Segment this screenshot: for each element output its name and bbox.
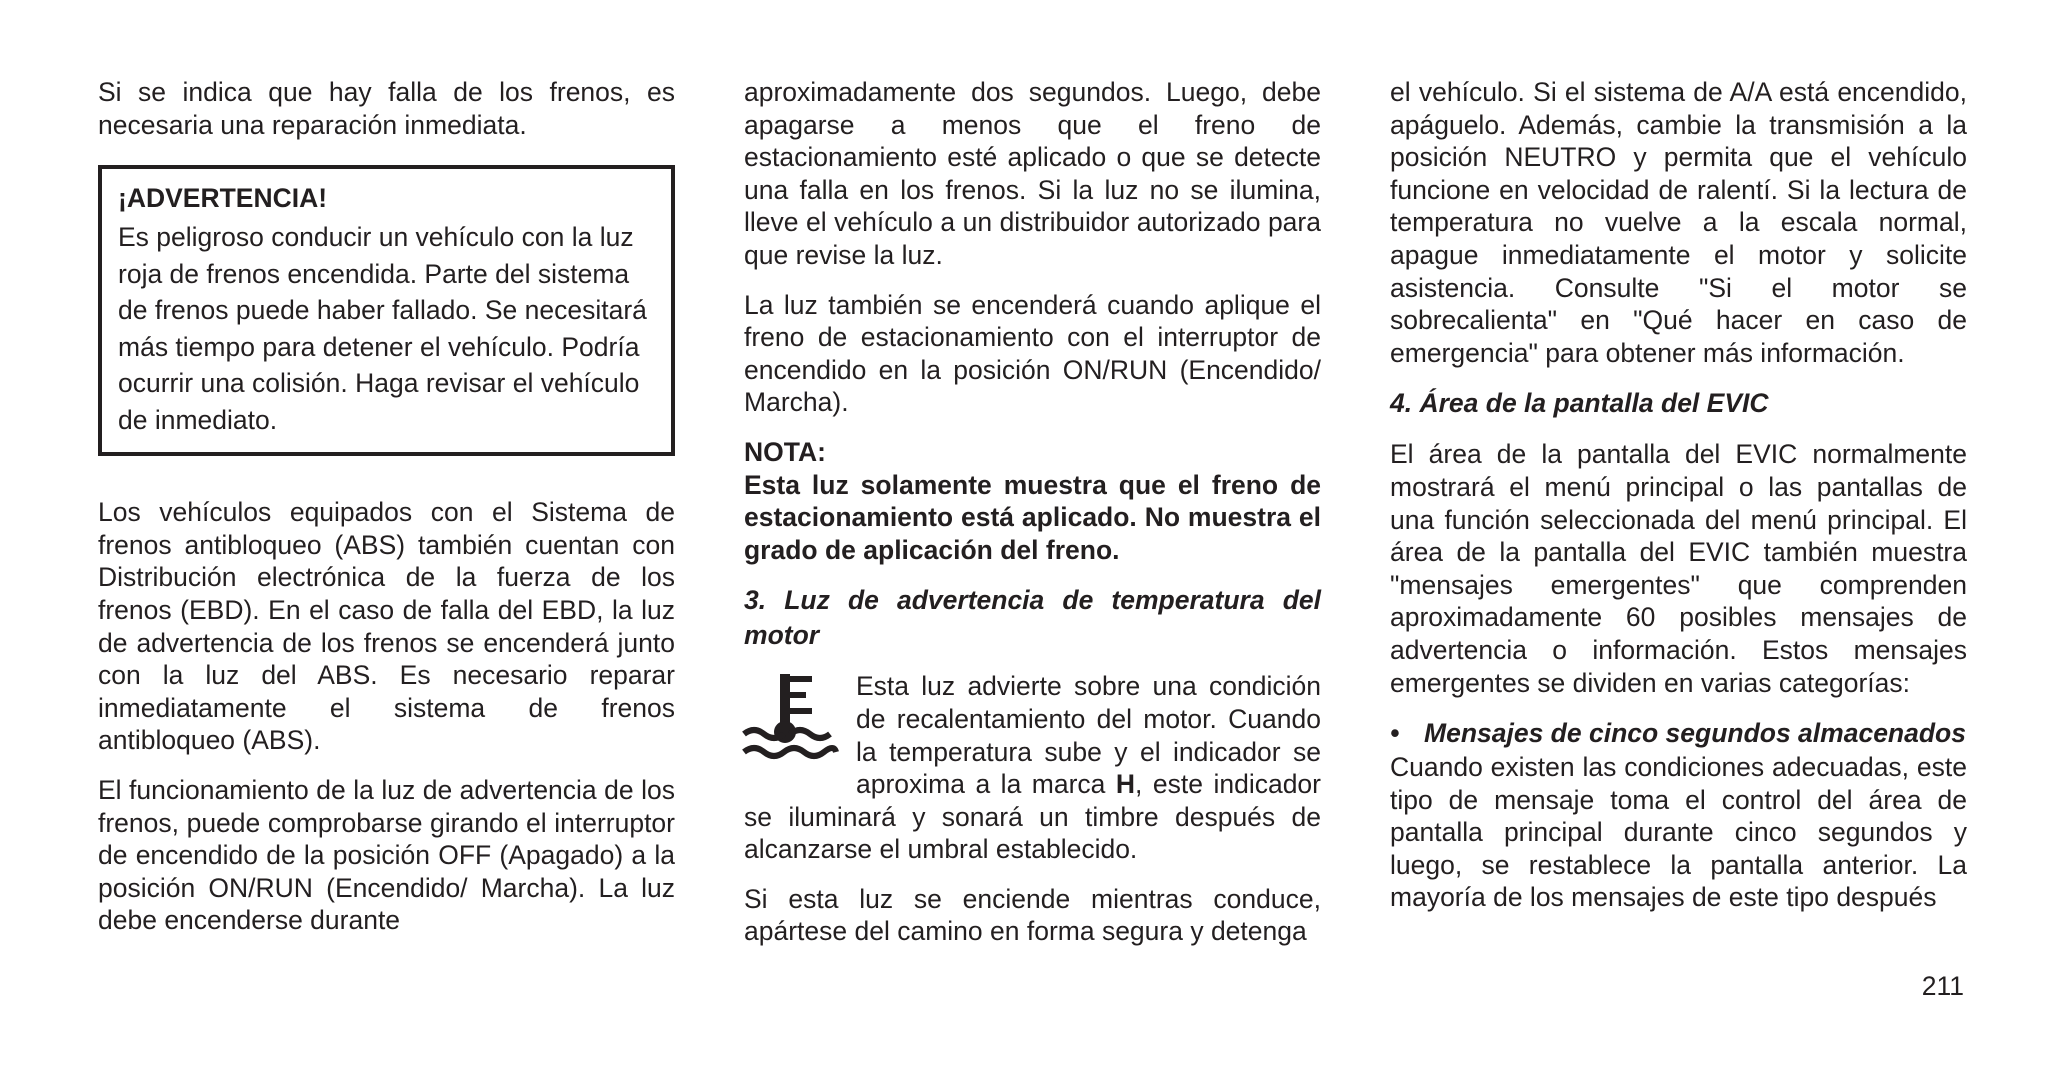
engine-coolant-temperature-icon <box>740 670 844 774</box>
bullet-heading <box>1390 716 1967 751</box>
overheat-continued-paragraph: el vehículo. Si el sistema de A/A está encendido, apáguelo. Además, cambie la transmisión a la posición NEUTRO y permita que el vehículo funcione en velocidad de ralentí. Si la lectura de temperatura no vuelve a la escala normal, apague inmediatamente el motor y solicite asistencia. Consulte "Si el motor se sobrecalienta" en "Qué hacer en caso de emergencia" para obtener más información. <box>1390 77 1967 368</box>
h-mark: H <box>1115 769 1136 800</box>
driving-paragraph: Si esta luz se enciende mientras conduce, apártese del camino en forma segura y detenga <box>744 883 1321 947</box>
temperature-text-b: , este indicador se iluminará y sonará un timbre después de alcanzarse el umbral establecido. <box>744 769 1321 865</box>
bullet-title: Mensajes de cinco segundos almacenados <box>1424 718 1966 749</box>
brake-light-function-paragraph: El funcionamiento de la luz de advertencia de los frenos, puede comprobarse girando el interruptor de encendido de la posición OFF (Apagado) a la posición ON/RUN (Encendido/ Marcha). La luz debe encenderse durante <box>98 774 675 936</box>
brake-light-continued-paragraph: aproximadamente dos segundos. Luego, debe apagarse a menos que el freno de estacionamiento esté aplicado o que se detecte una falla en los frenos. Si la luz no se ilumina, lleve el vehículo a un distribuidor autorizado para que revise la luz. <box>744 77 1321 270</box>
parking-brake-paragraph: La luz también se encenderá cuando aplique el freno de estacionamiento con el interruptor de encendido en la posición ON/RUN (Encendido/ Marcha). <box>744 289 1321 418</box>
warning-body: Es peligroso conducir un vehículo con la luz roja de frenos encendida. Parte del sistema de frenos puede haber fallado. Se necesitará más tiempo para detener el vehículo. Podría ocurrir una colisión. Haga revisar el vehículo de inmediato. <box>118 222 647 435</box>
bullet-paragraph: Cuando existen las condiciones adecuadas, este tipo de mensaje toma el control del área de pantalla principal durante cinco segundos y luego, se restablece la pantalla anterior. La mayoría de los mensajes de este tipo después <box>1390 752 1967 913</box>
column-middle <box>744 76 1321 965</box>
section-4-heading: 4. Área de la pantalla del EVIC <box>1390 388 1769 419</box>
note-label: NOTA: <box>744 436 826 467</box>
warning-title: ¡ADVERTENCIA! <box>118 183 328 214</box>
temperature-text-a: Esta luz advierte sobre una condición de recalentamiento del motor. Cuando la temperatura sube y el indicador se aproxima a la marca <box>856 671 1321 800</box>
evic-paragraph: El área de la pantalla del EVIC normalmente mostrará el menú principal o las pantallas de una función seleccionada del menú principal. El área de la pantalla del EVIC también muestra "mensajes emergentes" que comprenden aproximadamente 60 posibles mensajes de advertencia o información. Estos mensajes emergentes se dividen en varias categorías: <box>1390 439 1967 698</box>
warning-box <box>98 165 675 456</box>
temperature-paragraph <box>744 670 1321 866</box>
intro-paragraph: Si se indica que hay falla de los frenos, es necesaria una reparación inmediata. <box>98 77 675 140</box>
page-number: 211 <box>1921 971 1964 1001</box>
note-body: Esta luz solamente muestra que el freno de estacionamiento está aplicado. No muestra el grado de aplicación del freno. <box>744 469 1321 565</box>
column-left <box>98 76 675 954</box>
bullet-icon: • <box>1390 718 1400 749</box>
abs-paragraph: Los vehículos equipados con el Sistema de frenos antibloqueo (ABS) también cuentan con Distribución electrónica de la fuerza de los frenos (EBD). En el caso de falla del EBD, la luz de advertencia de los frenos se encenderá junto con la luz del ABS. Es necesario reparar inmediatamente el sistema de frenos antibloqueo (ABS). <box>98 497 675 756</box>
section-3-heading: 3. Luz de advertencia de temperatura del motor <box>744 585 1321 651</box>
column-right <box>1390 76 1967 931</box>
